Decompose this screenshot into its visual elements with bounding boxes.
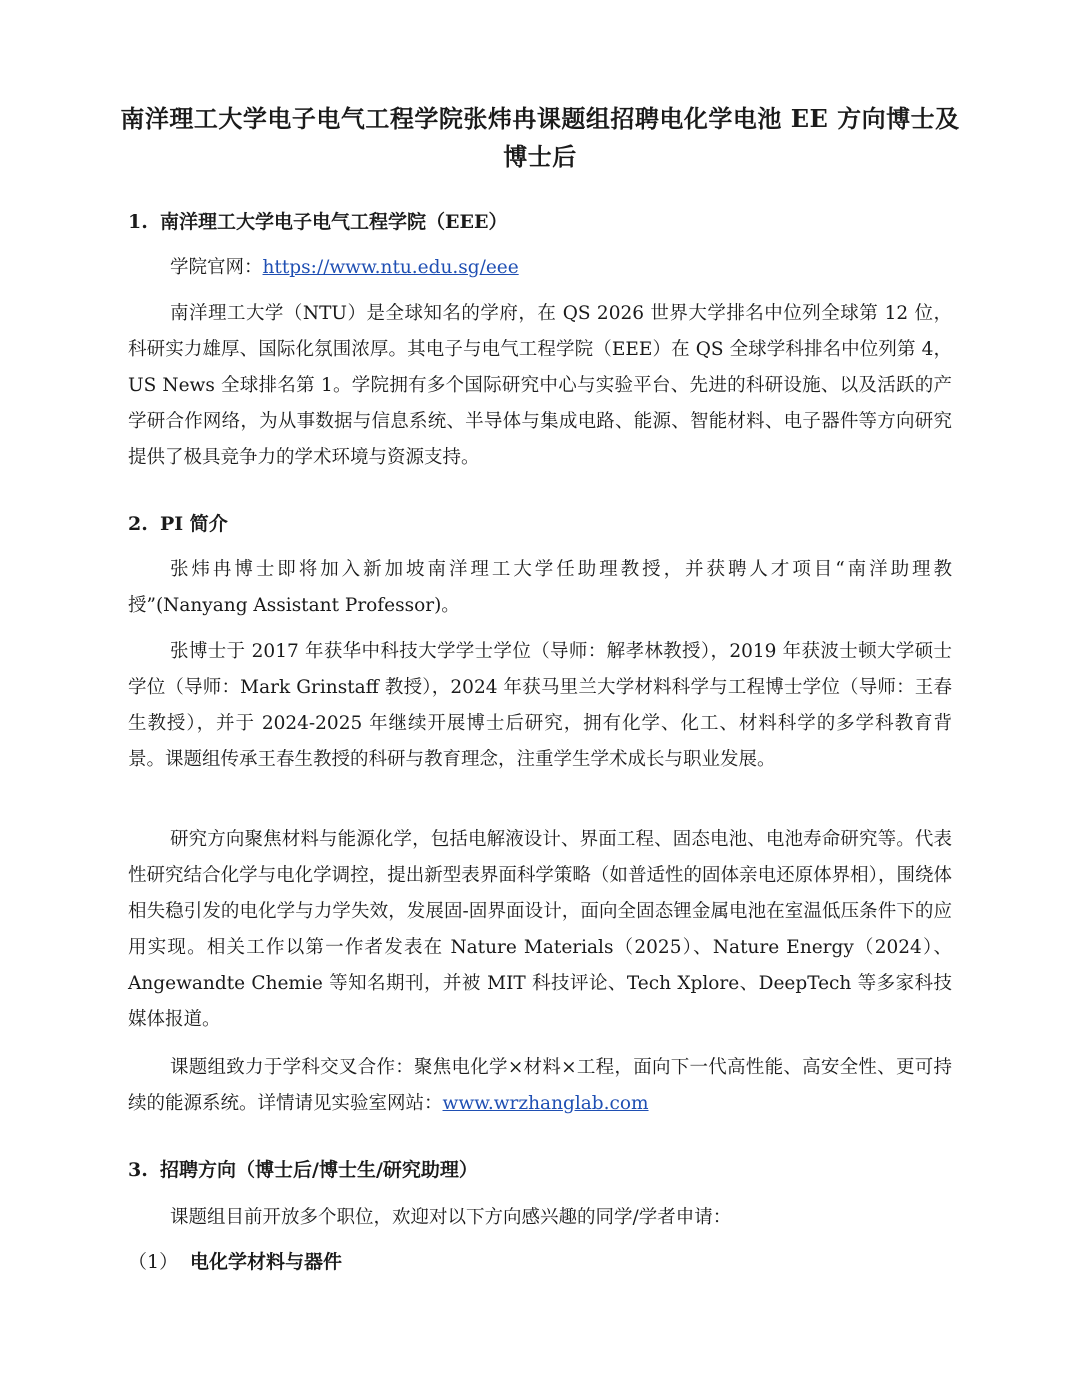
pi-appointment-paragraph: 张炜冉博士即将加入新加坡南洋理工大学任助理教授，并获聘人才项目“南洋助理教授”(Nanyang Assistant Professor)。 xyxy=(128,559,952,616)
section-title: PI 简介 xyxy=(160,513,228,535)
lab-collaboration-text: 课题组致力于学科交叉合作：聚焦电化学×材料×工程，面向下一代高性能、高安全性、更可持续的能源系统。详情请见实验室网站： xyxy=(128,1057,952,1114)
website-label: 学院官网： xyxy=(170,257,263,278)
lab-collaboration-paragraph xyxy=(128,1050,952,1122)
research-direction-paragraph: 研究方向聚焦材料与能源化学，包括电解液设计、界面工程、固态电池、电池寿命研究等。代表性研究结合化学与电化学调控，提出新型表界面科学策略（如普适性的固体亲电还原体界相），围绕体相失稳引发的电化学与力学失效，发展固-固界面设计，面向全固态锂金属电池在室温低压条件下的应用实现。相关工作以第一作者发表在 Nature Materials（2025）、Nature Energy（2024）、Angewandte Chemie 等知名期刊，并被 MIT 科技评论、Tech Xplore、DeepTech 等多家科技媒体报道。 xyxy=(128,829,952,1030)
section-1-heading xyxy=(128,208,507,236)
school-website-link[interactable]: https://www.ntu.edu.sg/eee xyxy=(262,257,519,278)
section-3-heading xyxy=(128,1156,478,1184)
document-title: 南洋理工大学电子电气工程学院张炜冉课题组招聘电化学电池 EE 方向博士及博士后 xyxy=(120,104,960,171)
pi-education-paragraph: 张博士于 2017 年获华中科技大学学士学位（导师：解孝林教授），2019 年获波士顿大学硕士学位（导师：Mark Grinstaff 教授），2024 年获马里兰大学材料科学与工程博士学位（导师：王春生教授），并于 2024-2025 年继续开展博士后研究，拥有化学、化工、材料科学的多学科教育背景。课题组传承王春生教授的科研与教育理念，注重学生学术成长与职业发展。 xyxy=(128,641,952,770)
section-2-heading xyxy=(128,510,228,538)
section-number: 2. xyxy=(128,513,148,535)
subsection-number: （1） xyxy=(128,1251,179,1273)
recruitment-intro: 课题组目前开放多个职位，欢迎对以下方向感兴趣的同学/学者申请： xyxy=(170,1207,732,1228)
section-number: 1. xyxy=(128,211,148,233)
lab-website-link[interactable]: www.wrzhanglab.com xyxy=(442,1093,649,1114)
subsection-title: 电化学材料与器件 xyxy=(190,1251,343,1273)
school-website-line xyxy=(170,254,519,282)
section-title: 招聘方向（博士后/博士生/研究助理） xyxy=(160,1159,478,1181)
section-title: 南洋理工大学电子电气工程学院（EEE） xyxy=(160,211,508,233)
ntu-intro-paragraph: 南洋理工大学（NTU）是全球知名的学府，在 QS 2026 世界大学排名中位列全球第 12 位，科研实力雄厚、国际化氛围浓厚。其电子与电气工程学院（EEE）在 QS 全球学科排名中位列第 4，US News 全球排名第 1。学院拥有多个国际研究中心与实验平台、先进的科研设施、以及活跃的产学研合作网络，为从事数据与信息系统、半导体与集成电路、能源、智能材料、电子器件等方向研究提供了极具竞争力的学术环境与资源支持。 xyxy=(128,303,952,468)
section-number: 3. xyxy=(128,1159,148,1181)
subsection-1-heading xyxy=(128,1248,342,1276)
